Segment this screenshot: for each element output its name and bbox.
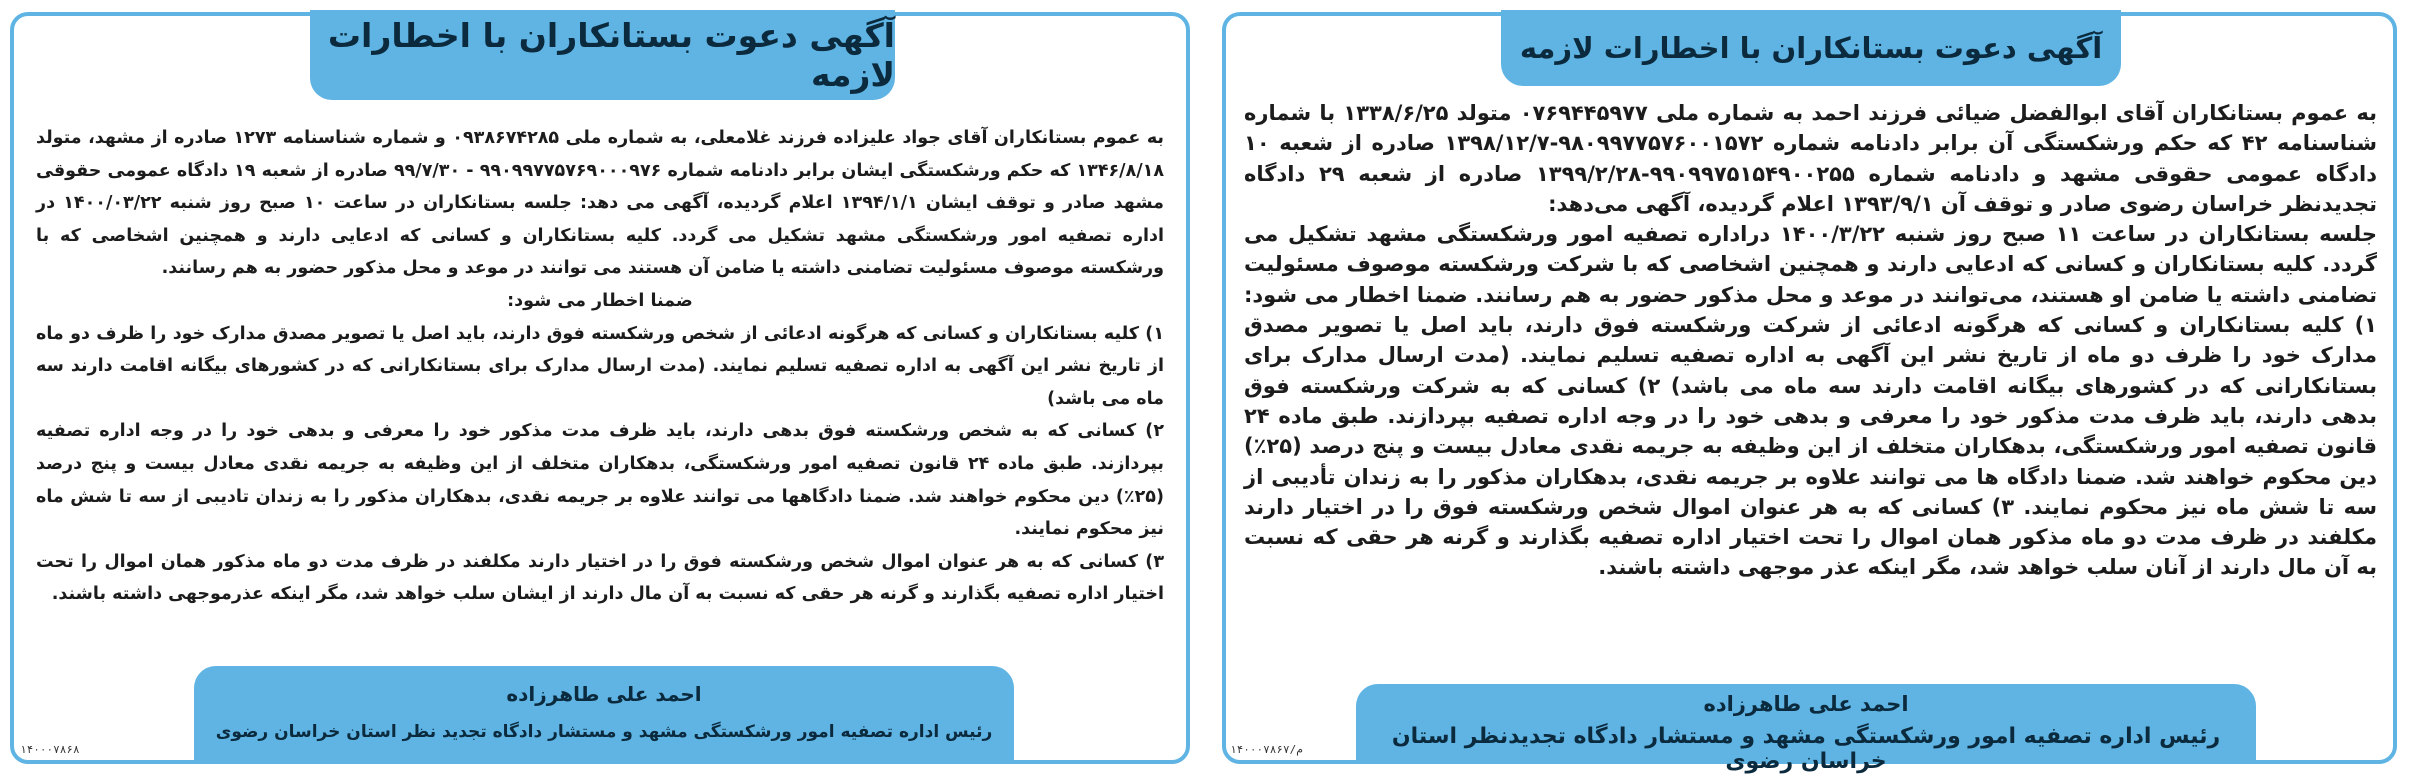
notice-paragraph: به عموم بستانکاران آقای جواد علیزاده فرزند غلامعلی، به شماره ملی ۰۹۳۸۶۷۴۲۸۵ و شماره شناسنامه ۱۲۷۳ صادره از مشهد، متولد ۱۳۴۶/۸/۱۸ که حکم ورشکستگی ایشان برابر دادنامه شماره ۹۹۰۹۹۷۷۵۷۶۹۰۰۰۹۷۶ - ۹۹/۷/۳۰ صادره از شعبه ۱۹ دادگاه عمومی حقوقی مشهد صادر و توقف ایشان ۱۳۹۴/۱/۱ اعلام گردیده، آگهی می دهد: جلسه بستانکاران در ساعت ۱۰ صبح روز شنبه ۱۴۰۰/۰۳/۲۲ در اداره تصفیه امور ورشکستگی مشهد تشکیل می گردد. کلیه بستانکاران و کسانی که ادعایی دارند و همچنین اشخاصی که با ورشکسته موصوف مسئولیت تضامنی داشته یا ضامن آن هستند می توانند در موعد و محل مذکور حضور به هم رسانند.	[36, 128, 1165, 279]
notice-title: آگهی دعوت بستانکاران با اخطارات لازمه	[1501, 10, 2121, 86]
notice-item: ۲) کسانی که به شخص ورشکسته فوق بدهی دارند، باید ظرف مدت مذکور خود را معرفی و بدهی خود را در وجه اداره تصفیه بپردازند. طبق ماده ۲۴ قانون تصفیه امور ورشکستگی، بدهکاران متخلف از این وظیفه به جریمه نقدی معادل بیست و پنج درصد (۲۵٪) دین محکوم خواهند شد. ضمنا دادگاهها می توانند علاوه بر جریمه نقدی، بدهکاران مذکور را به زندان تادیبی از سه تا شش ماه نیز محکوم نمایند.	[36, 421, 1164, 540]
signature-box	[1356, 684, 2256, 774]
notice-code: ۱۴۰۰۰۷۸۶۸	[20, 743, 80, 756]
notice-paragraph: به عموم بستانکاران آقای ابوالفضل ضیائی فرزند احمد به شماره ملی ۰۷۶۹۴۴۵۹۷۷ متولد ۱۳۳۸/۶/۲۵ با شماره شناسنامه ۴۲ که حکم ورشکستگی آن برابر دادنامه شماره ۹۸۰۹۹۷۷۵۷۶۰۰۱۵۷۲-۱۳۹۸/۱۲/۷ صادره از شعبه ۱۰ دادگاه عمومی حقوقی مشهد و دادنامه شماره ۹۹۰۹۹۷۵۱۵۴۹۰۰۲۵۵-۱۳۹۹/۲/۲۸ صادره از شعبه ۲۹ دادگاه تجدیدنظر خراسان رضوی صادر و توقف آن ۱۳۹۳/۹/۱ اعلام گردیده، آگهی می‌دهد:	[1244, 101, 2377, 216]
notice-paragraph: جلسه بستانکاران در ساعت ۱۱ صبح روز شنبه ۱۴۰۰/۳/۲۲ دراداره تصفیه امور ورشکستگی مشهد تشکیل می گردد. کلیه بستانکاران و کسانی که ادعایی دارند و همچنین اشخاصی که با شرکت ورشکسته موصوف مسئولیت تضامنی داشته یا ضامن او هستند، می‌توانند در موعد و محل مذکور حضور به هم رسانند. ضمنا اخطار می شود: ۱) کلیه بستانکاران و کسانی که هرگونه ادعائی از شرکت ورشکسته فوق دارند، باید اصل یا تصویر مصدق مدارک خود را ظرف دو ماه از تاریخ نشر این آگهی به اداره تصفیه تسلیم نمایند. (مدت ارسال مدارک برای بستانکارانی که در کشورهای بیگانه اقامت دارند سه ماه می باشد) ۲) کسانی که به شرکت ورشکسته فوق بدهی دارند، باید ظرف مدت مذکور خود را معرفی و بدهی خود را در وجه اداره تصفیه بپردازند. طبق ماده ۲۴ قانون تصفیه امور ورشکستگی، بدهکاران متخلف از این وظیفه به جریمه نقدی معادل بیست و پنج درصد (۲۵٪) دین محکوم خواهند شد. ضمنا دادگاه ها می توانند علاوه بر جریمه نقدی، بدهکاران مذکور را به زندان تأدیبی از سه تا شش ماه نیز محکوم نمایند. ۳) کسانی که به هر عنوان اموال شخص ورشکسته فوق را در اختیار دارند مکلفند در ظرف مدت دو ماه مذکور همان اموال را تحت اختیار اداره تصفیه بگذارند و گرنه هر حقی که نسبت به آن مال دارند از آنان سلب خواهد شد، مگر اینکه عذر موجهی داشته باشند.	[1244, 222, 2378, 580]
notice-item: ۱) کلیه بستانکاران و کسانی که هرگونه ادعائی از شخص ورشکسته فوق دارند، باید اصل یا تصویر مصدق مدارک خود را ظرف دو ماه از تاریخ نشر این آگهی به اداره تصفیه تسلیم نمایند. (مدت ارسال مدارک برای بستانکارانی که در کشورهای بیگانه اقامت دارند سه ماه می باشد)	[36, 323, 1164, 409]
notice-right	[1222, 12, 2397, 774]
signatory-name: احمد علی طاهرزاده	[506, 682, 702, 706]
signatory-name: احمد علی طاهرزاده	[1703, 692, 1909, 716]
notice-heading: ضمنا اخطار می شود:	[507, 290, 693, 311]
notice-item: ۳) کسانی که به هر عنوان اموال شخص ورشکسته فوق را در اختیار دارند مکلفند در ظرف مدت دو ماه مذکور همان اموال را تحت اختیار اداره تصفیه بگذارند و گرنه هر حقی که نسبت به آن مال دارند از ایشان سلب خواهد شد، مگر اینکه عذرموجهی داشته باشند.	[36, 551, 1164, 605]
signature-box	[194, 666, 1014, 764]
notice-code: ۱۴۰۰۰۷۸۶۷/م	[1230, 743, 1303, 756]
notice-body	[1244, 98, 2377, 583]
notice-left	[10, 12, 1190, 764]
notice-body	[36, 122, 1164, 611]
signatory-role: رئیس اداره تصفیه امور ورشکستگی مشهد و مستشار دادگاه تجدید نظر استان خراسان رضوی	[215, 722, 993, 742]
notice-title: آگهی دعوت بستانکاران با اخطارات لازمه	[310, 10, 895, 100]
signatory-role: رئیس اداره تصفیه امور ورشکستگی مشهد و مستشار دادگاه تجدیدنظر استان خراسان رضوی	[1391, 724, 2221, 774]
